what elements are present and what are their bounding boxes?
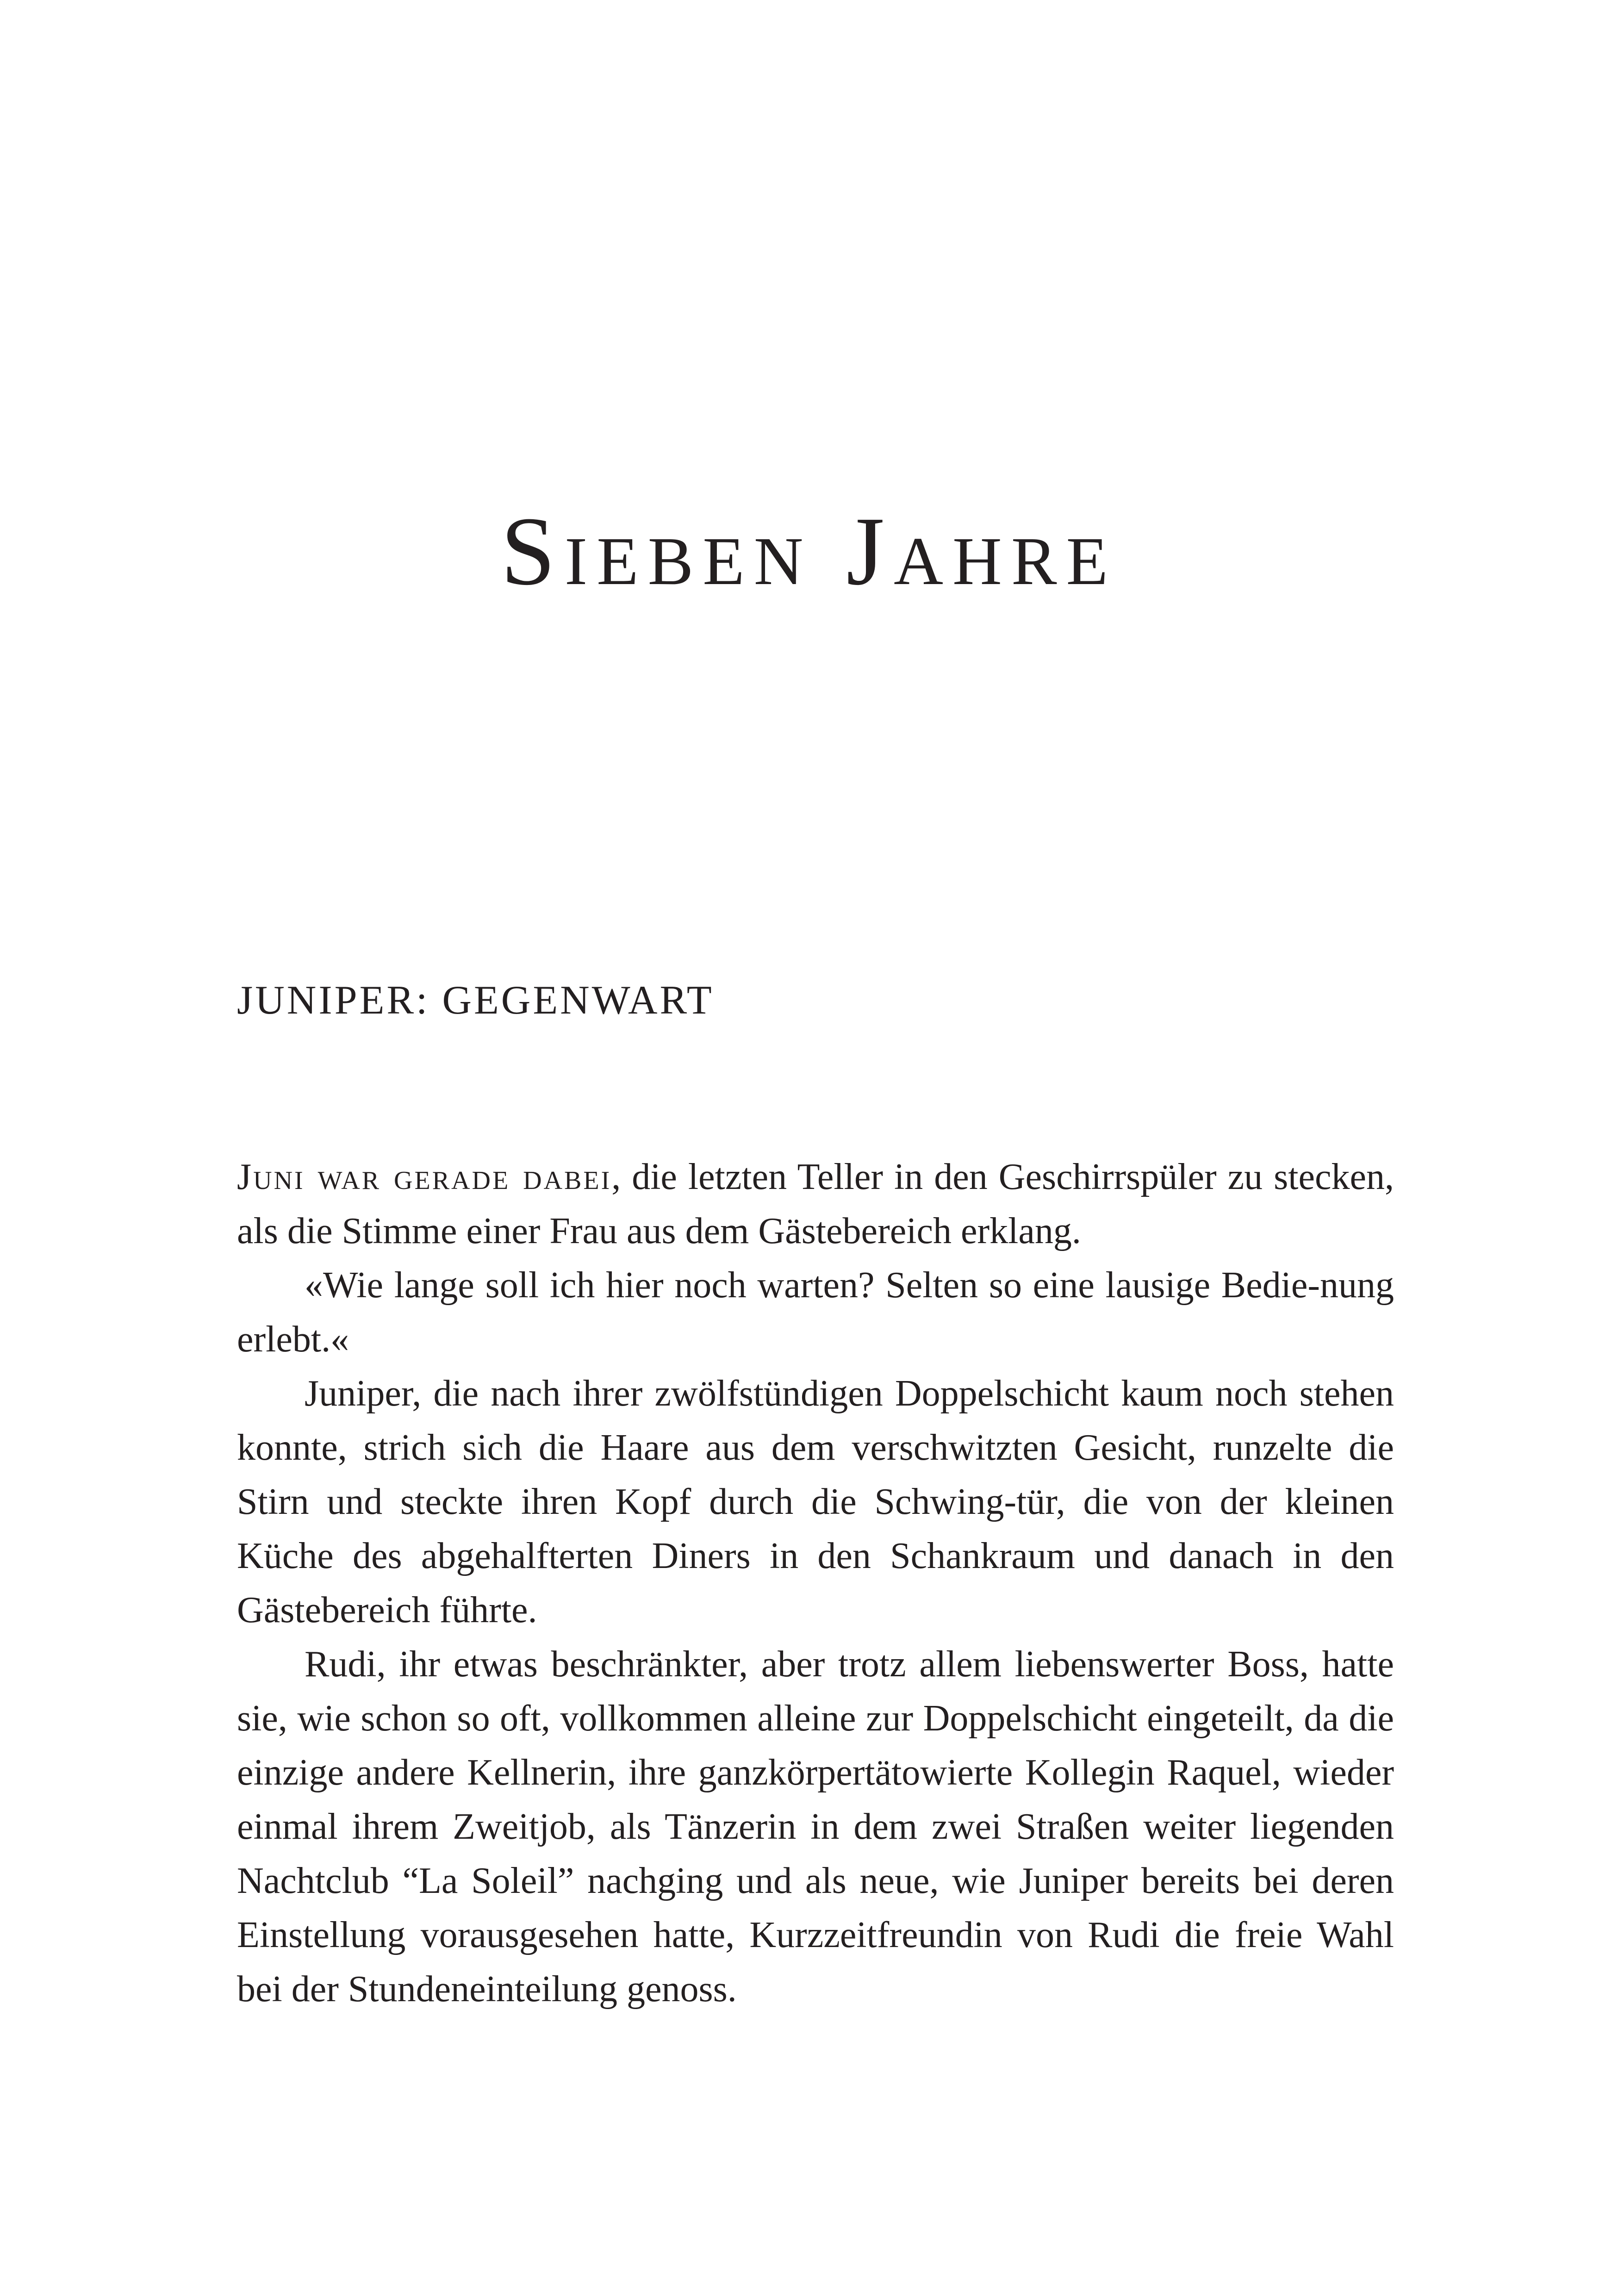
paragraph-1 xyxy=(237,1150,1394,1258)
paragraph-lead-in: Juni war gerade dabei xyxy=(237,1157,612,1197)
paragraph-4 xyxy=(237,1637,1394,2016)
paragraph-text: «Wie lange soll ich hier noch warten? Selten so eine lausige Bedie-nung erlebt.« xyxy=(237,1265,1394,1360)
paragraph-2 xyxy=(237,1258,1394,1367)
section-heading: JUNIPER: GEGENWART xyxy=(237,978,714,1023)
paragraph-3 xyxy=(237,1367,1394,1637)
body-text xyxy=(237,1150,1394,2016)
chapter-title: Sieben Jahre xyxy=(501,497,1117,605)
paragraph-text: , die letzten Teller in den Geschirrspüler zu stecken, als die Stimme einer Frau aus dem Gästebereich erklang. xyxy=(237,1157,1394,1251)
paragraph-text: Juniper, die nach ihrer zwölfstündigen Doppelschicht kaum noch stehen konnte, strich sich die Haare aus dem verschwitzten Gesicht, runzelte die Stirn und steckte ihren Kopf durch die Schwing-tür, die von der kleinen Küche des abgehalfterten Diners in den Schankraum und danach in den Gästebereich führte. xyxy=(237,1373,1394,1630)
paragraph-text: Rudi, ihr etwas beschränkter, aber trotz allem liebenswerter Boss, hatte sie, wie schon so oft, vollkommen alleine zur Doppelschicht eingeteilt, da die einzige andere Kellnerin, ihre ganzkörpertätowierte Kollegin Raquel, wieder einmal ihrem Zweitjob, als Tänzerin in dem zwei Straßen weiter liegenden Nachtclub “La Soleil” nachging und als neue, wie Juniper bereits bei deren Einstellung vorausgesehen hatte, Kurzzeitfreundin von Rudi die freie Wahl bei der Stundeneinteilung genoss. xyxy=(237,1644,1394,2010)
